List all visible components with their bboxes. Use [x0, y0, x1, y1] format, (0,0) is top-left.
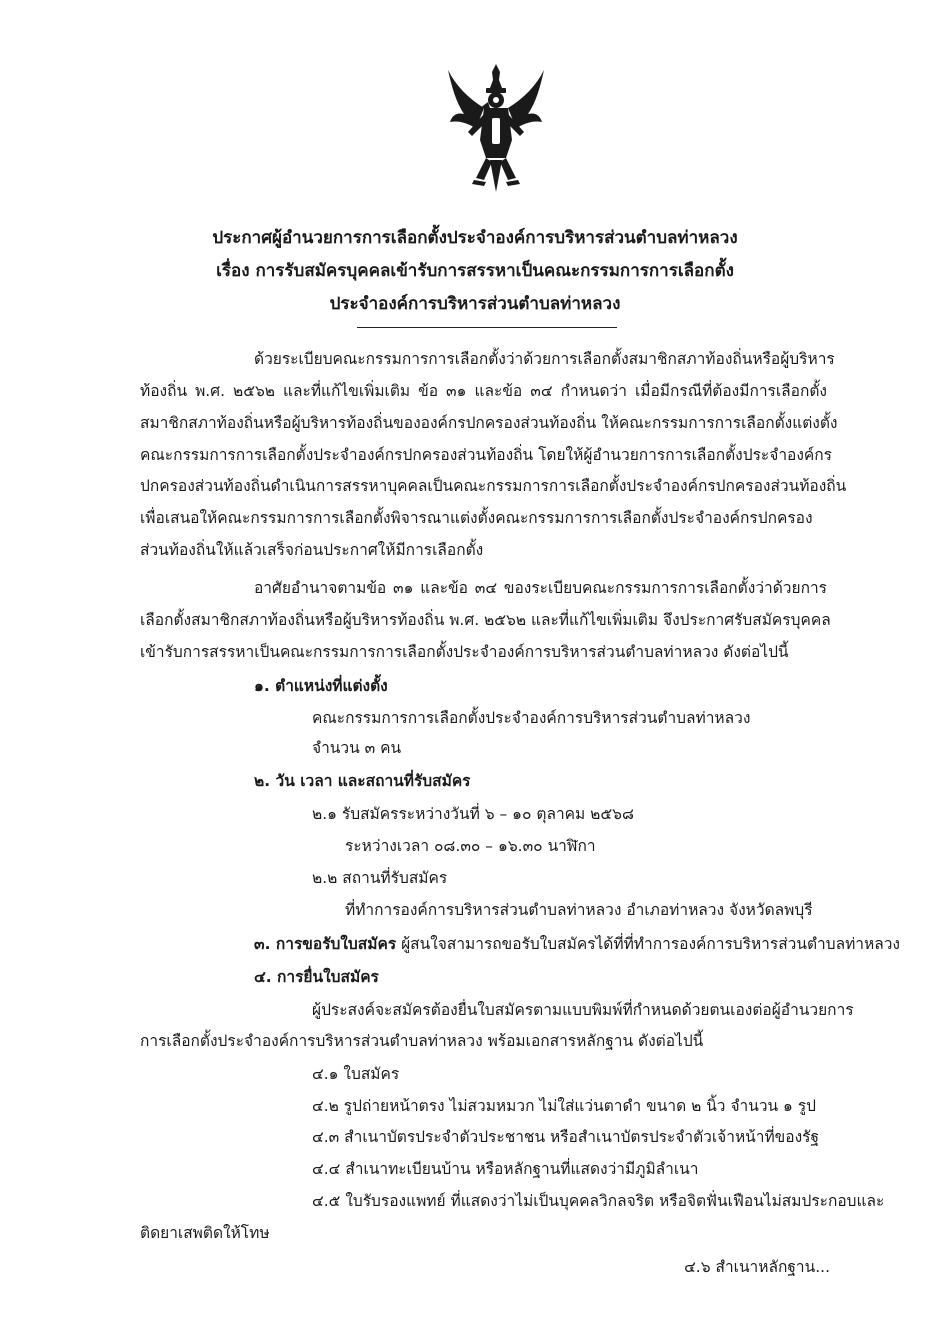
para1-line: ด้วยระเบียบคณะกรรมการการเลือกตั้งว่าด้วยการเลือกตั้งสมาชิกสภาท้องถิ่นหรือผู้บริหาร [254, 350, 835, 368]
para1-line: ส่วนท้องถิ่นให้แล้วเสร็จก่อนประกาศให้มีการเลือกตั้ง [140, 541, 484, 559]
garuda-emblem-icon [446, 62, 546, 194]
section2-venue-label: ๒.๒ สถานที่รับสมัคร [312, 869, 448, 887]
section4-item: ๔.๒ รูปถ่ายหน้าตรง ไม่สวมหมวก ไม่ใส่แว่นตาดำ ขนาด ๒ นิ้ว จำนวน ๑ รูป [312, 1097, 816, 1115]
page-continuation: ๔.๖ สำเนาหลักฐาน... [684, 1258, 830, 1276]
section1-title: ๑. ตำแหน่งที่แต่งตั้ง [254, 677, 388, 695]
para1-line: เพื่อเสนอให้คณะกรรมการการเลือกตั้งพิจารณาแต่งตั้งคณะกรรมการการเลือกตั้งประจำองค์กรปกครอง [140, 509, 813, 527]
section2-dates: ๒.๑ รับสมัครระหว่างวันที่ ๖ – ๑๐ ตุลาคม ๒๕๖๘ [312, 805, 634, 823]
section1-count: จำนวน ๓ คน [312, 739, 402, 757]
announcement-subject: เรื่อง การรับสมัครบุคคลเข้ารับการสรรหาเป็นคณะกรรมการการเลือกตั้ง [216, 261, 734, 281]
section4-title: ๔. การยื่นใบสมัคร [254, 968, 379, 986]
section3-text: ๓. การขอรับใบสมัคร ผู้สนใจสามารถขอรับใบสมัครได้ที่ที่ทำการองค์การบริหารส่วนตำบลท่าหลวง [254, 935, 900, 953]
para2-line: เลือกตั้งสมาชิกสภาท้องถิ่นหรือผู้บริหารท้องถิ่น พ.ศ. ๒๕๖๒ และที่แก้ไขเพิ่มเติม จึงประกาศรับสมัครบุคคล [140, 611, 831, 629]
section1-position: คณะกรรมการการเลือกตั้งประจำองค์การบริหารส่วนตำบลท่าหลวง [312, 709, 751, 727]
para2-line: เข้ารับการสรรหาเป็นคณะกรรมการการเลือกตั้งประจำองค์การบริหารส่วนตำบลท่าหลวง ดังต่อไปนี้ [140, 643, 789, 661]
para1-line: คณะกรรมการการเลือกตั้งประจำองค์กรปกครองส่วนท้องถิ่น โดยให้ผู้อำนวยการการเลือกตั้งประจำองค์กร [140, 446, 832, 464]
section4-intro: การเลือกตั้งประจำองค์การบริหารส่วนตำบลท่าหลวง พร้อมเอกสารหลักฐาน ดังต่อไปนี้ [140, 1032, 704, 1050]
section2-hours: ระหว่างเวลา ๐๘.๓๐ – ๑๖.๓๐ นาฬิกา [345, 837, 596, 855]
section2-venue: ที่ทำการองค์การบริหารส่วนตำบลท่าหลวง อำเภอท่าหลวง จังหวัดลพบุรี [345, 901, 813, 919]
para1-line: ปกครองส่วนท้องถิ่นดำเนินการสรรหาบุคคลเป็นคณะกรรมการการเลือกตั้งประจำองค์กรปกครองส่วนท้องถิ่น [140, 477, 847, 495]
section2-title: ๒. วัน เวลา และสถานที่รับสมัคร [254, 772, 471, 790]
announcement-title: ประกาศผู้อำนวยการการเลือกตั้งประจำองค์การบริหารส่วนตำบลท่าหลวง [212, 228, 738, 248]
title-divider [357, 327, 617, 328]
para1-line: ท้องถิ่น พ.ศ. ๒๕๖๒ และที่แก้ไขเพิ่มเติม ข้อ ๓๑ และข้อ ๓๔ กำหนดว่า เมื่อมีกรณีที่ต้องมีการเลือกตั้ง [140, 382, 827, 400]
para2-line: อาศัยอำนาจตามข้อ ๓๑ และข้อ ๓๔ ของระเบียบคณะกรรมการการเลือกตั้งว่าด้วยการ [254, 579, 827, 597]
para1-line: สมาชิกสภาท้องถิ่นหรือผู้บริหารท้องถิ่นขององค์กรปกครองส่วนท้องถิ่น ให้คณะกรรมการการเลือกตั้งแต่งตั้ง [140, 414, 838, 432]
section4-item-cont: ติดยาเสพติดให้โทษ [140, 1224, 270, 1242]
section4-item: ๔.๔ สำเนาทะเบียนบ้าน หรือหลักฐานที่แสดงว่ามีภูมิลำเนา [312, 1160, 699, 1178]
section4-item: ๔.๕ ใบรับรองแพทย์ ที่แสดงว่าไม่เป็นบุคคลวิกลจริต หรือจิตฟั่นเฟือนไม่สมประกอบและ [312, 1192, 885, 1210]
section4-intro: ผู้ประสงค์จะสมัครต้องยื่นใบสมัครตามแบบพิมพ์ที่กำหนดด้วยตนเองต่อผู้อำนวยการ [312, 1001, 854, 1019]
announcement-subject-cont: ประจำองค์การบริหารส่วนตำบลท่าหลวง [329, 294, 621, 314]
section4-item: ๔.๓ สำเนาบัตรประจำตัวประชาชน หรือสำเนาบัตรประจำตัวเจ้าหน้าที่ของรัฐ [312, 1128, 820, 1146]
section4-item: ๔.๑ ใบสมัคร [312, 1065, 400, 1083]
